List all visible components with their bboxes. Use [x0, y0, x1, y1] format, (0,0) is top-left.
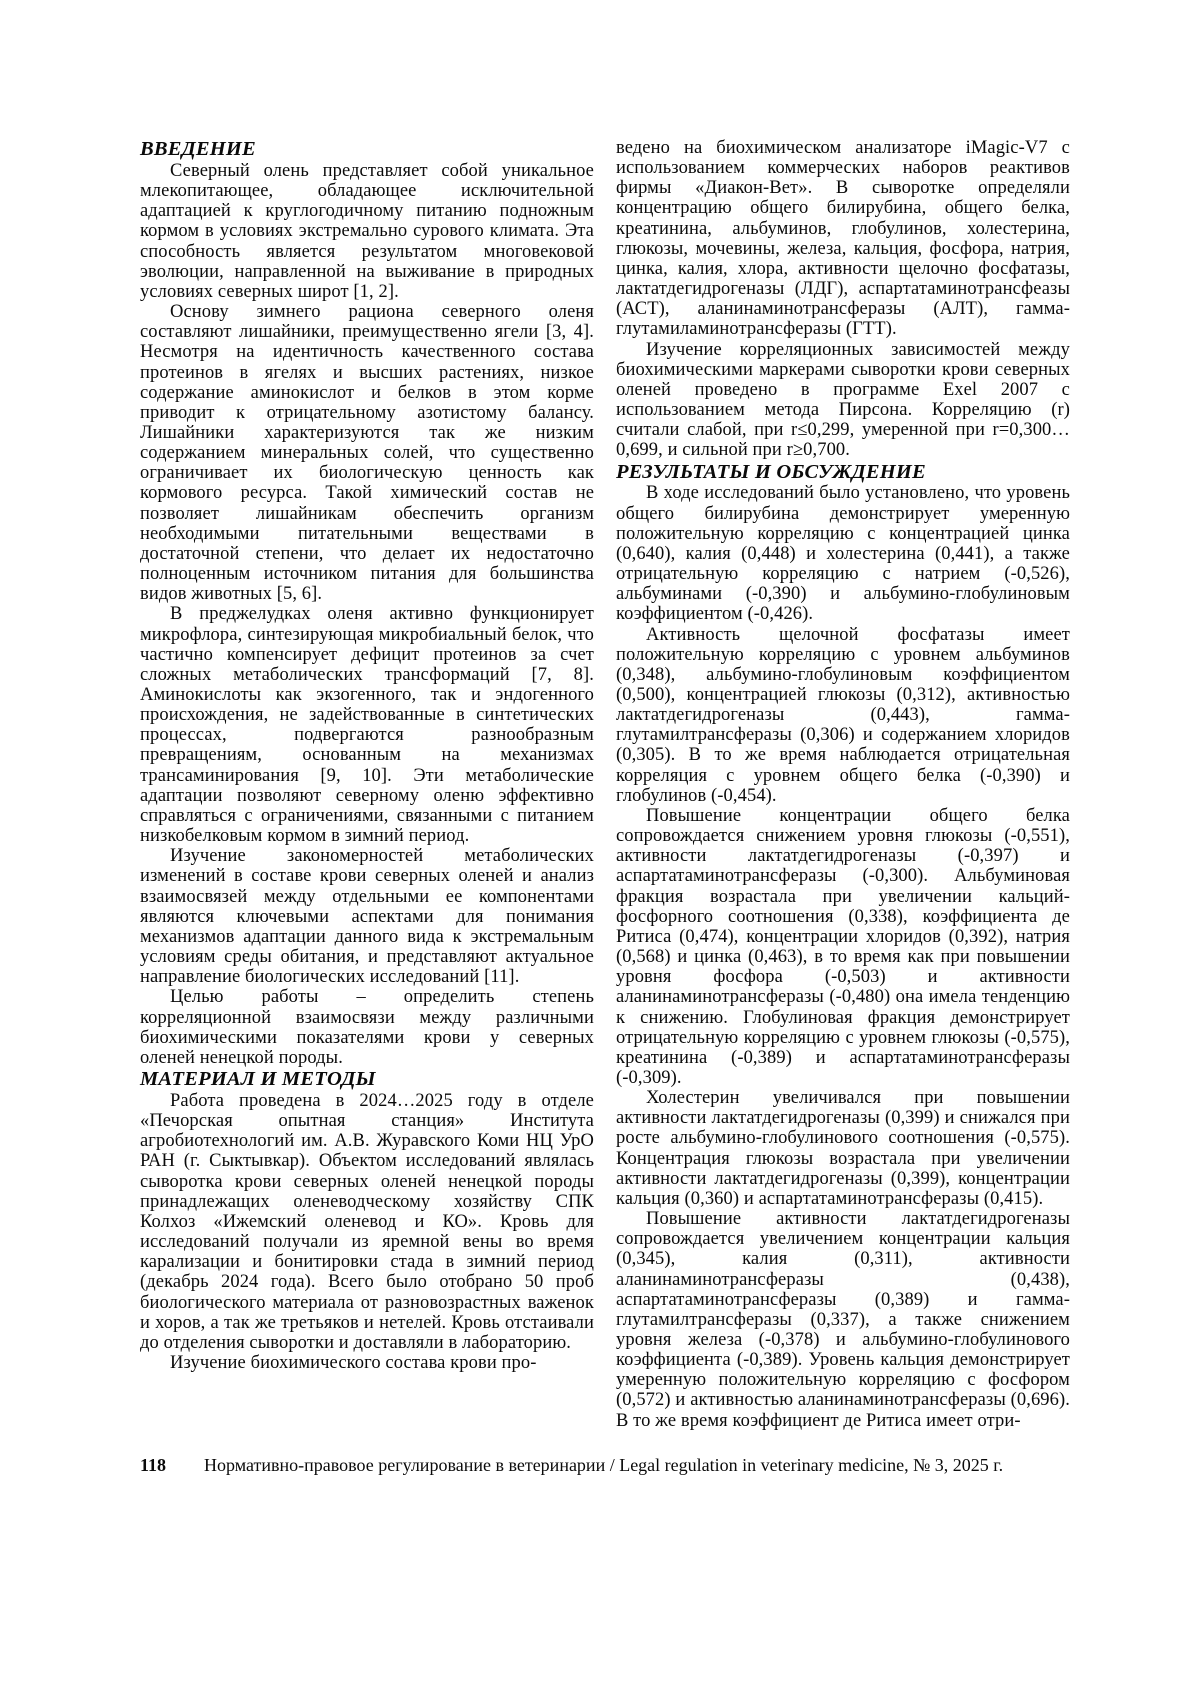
paragraph-intro-5: Целью работы – определить степень корреляционной взаимосвязи между различными биохимическими показателями крови у северных оленей ненецкой породы. — [140, 987, 594, 1068]
section-heading-results-discussion: РЕЗУЛЬТАТЫ И ОБСУЖДЕНИЕ — [616, 460, 926, 483]
left-column — [140, 138, 594, 1373]
section-heading-introduction: ВВЕДЕНИЕ — [140, 138, 256, 160]
paragraph-intro-3: В преджелудках оленя активно функционирует микрофлора, синтезирующая микробиальный белок, что частично компенсирует дефицит протеинов за счет сложных метаболических трансформаций [7, 8]. Аминокислоты как экзогенного, так и эндогенного происхождения, не задействованные в синтетических процессах, подвергаются разнообразным превращениям, основанным на механизмах трансаминирования [9, 10]. Эти метаболические адаптации позволяют северному оленю эффективно справляться с ограничениями, связанными с питанием низкобелковым кормом в зимний период. — [140, 604, 594, 847]
section-heading-materials-methods: МАТЕРИАЛ И МЕТОДЫ — [140, 1067, 376, 1090]
paragraph-materials-1: Работа проведена в 2024…2025 году в отделе «Печорская опытная станция» Института агробиотехнологий им. А.В. Журавского Коми НЦ УрО РАН (г. Сыктывкар). Объектом исследований являлась сыворотка крови северных оленей ненецкой породы принадлежащих оленеводческому хозяйству СПК Колхоз «Ижемский оленевод и КО». Кровь для исследований получали из яремной вены во время карализации и бонитировки стада в зимний период (декабрь 2024 года). Всего было отобрано 50 проб биологического материала от разновозрастных важенок и хоров, а так же третьяков и нетелей. Кровь отстаивали до отделения сыворотки и доставляли в лабораторию. — [140, 1090, 594, 1353]
two-column-layout — [140, 138, 1070, 1431]
paragraph-intro-1: Северный олень представляет собой уникальное млекопитающее, обладающее исключительной адаптацией к круглогодичному питанию подножным кормом в условиях экстремально сурового климата. Эта способность является результатом многовековой эволюции, направленной на выживание в природных условиях северных широт [1, 2]. — [140, 160, 594, 302]
page-number: 118 — [140, 1455, 167, 1475]
right-column — [616, 138, 1070, 1431]
paragraph-results-4: Холестерин увеличивался при повышении активности лактатдегидрогеназы (0,399) и снижался при росте альбумино-глобулинового соотношения (-0,575). Концентрация глюкозы возрастала при увеличении активности лактатдегидрогеназы (0,399), концентрации кальция (0,360) и аспартатаминотрансферазы (0,415). — [616, 1088, 1070, 1209]
paragraph-results-5: Повышение активности лактатдегидрогеназы сопровождается увеличением концентрации кальция (0,345), калия (0,311), активности аланинаминотрансферазы (0,438), аспартатаминотрансферазы (0,389) и гамма-глутамилтрансферазы (0,337), а также снижением уровня железа (-0,378) и альбумино-глобулинового коэффициента (-0,389). Уровень кальция демонстрирует умеренную положительную корреляцию с фосфором (0,572) и активностью аланинаминотрансферазы (0,696). В то же время коэффициент де Ритиса имеет отри- — [616, 1209, 1070, 1431]
paragraph-intro-4: Изучение закономерностей метаболических изменений в составе крови северных оленей и анализ взаимосвязей между отдельными ее компонентами являются ключевыми аспектами для понимания механизмов адаптации данного вида к экстремальным условиям среды обитания, и представляют актуальное направление биологических исследований [11]. — [140, 846, 594, 988]
paragraph-intro-2: Основу зимнего рациона северного оленя составляют лишайники, преимущественно ягели [3, 4]. Несмотря на идентичность качественного состава протеинов в ягелях и высших растениях, низкое содержание аминокислот и белков в этом корме приводит к отрицательному азотистому балансу. Лишайники характеризуются так же низким содержанием минеральных солей, что существенно ограничивает их биологическую ценность как кормового ресурса. Такой химический состав не позволяет лишайникам обеспечить организм необходимыми питательными веществами в достаточной степени, что делает их недостаточно полноценным источником питания для большинства видов животных [5, 6]. — [140, 302, 594, 605]
paragraph-results-2: Активность щелочной фосфатазы имеет положительную корреляцию с уровнем альбуминов (0,348), альбумино-глобулиновым коэффициентом (0,500), концентрацией глюкозы (0,312), активностью лактатдегидрогеназы (0,443), гамма-глутамилтрансферазы (0,306) и содержанием хлоридов (0,305). В то же время наблюдается отрицательная корреляция с уровнем общего белка (-0,390) и глобулинов (-0,454). — [616, 624, 1070, 806]
journal-title: Нормативно-правовое регулирование в ветеринарии / Legal regulation in veterinary medicine, № 3, 2025 г. — [204, 1455, 1004, 1475]
page-footer — [140, 1455, 1070, 1477]
paragraph-materials-2-continued: ведено на биохимическом анализаторе iMagic-V7 с использованием коммерческих наборов реактивов фирмы «Диакон-Вет». В сыворотке определяли концентрацию общего билирубина, общего белка, креатинина, альбуминов, глобулинов, холестерина, глюкозы, мочевины, железа, кальция, фосфора, натрия, цинка, калия, хлора, активности щелочно фосфатазы, лактатдегидрогеназы (ЛДГ), аспартатаминотрансфеазы (АСТ), аланинаминотрансферазы (АЛТ), гамма-глутамиламинотрансферазы (ГТТ). — [616, 138, 1070, 340]
paragraph-methods-2: Изучение корреляционных зависимостей между биохимическими маркерами сыворотки крови северных оленей проведено в программе Exel 2007 с использованием метода Пирсона. Корреляцию (r) считали слабой, при r≤0,299, умеренной при r=0,300…0,699, и сильной при r≥0,700. — [616, 339, 1070, 461]
paragraph-materials-2-partial: Изучение биохимического состава крови про- — [170, 1352, 537, 1373]
paragraph-results-3: Повышение концентрации общего белка сопровождается снижением уровня глюкозы (-0,551), активности лактатдегидрогеназы (-0,397) и аспартатаминотрансферазы (-0,300). Альбуминовая фракция возрастала при увеличении кальций-фосфорного соотношения (0,338), коэффициента де Ритиса (0,474), концентрации хлоридов (0,392), натрия (0,568) и цинка (0,463), в то время как при повышении уровня фосфора (-0,503) и активности аланинаминотрансферазы (-0,480) она имела тенденцию к снижению. Глобулиновая фракция демонстрирует отрицательную корреляцию с уровнем глюкозы (-0,575), креатинина (-0,389) и аспартатаминотрансферазы (-0,309). — [616, 805, 1070, 1088]
paragraph-results-1: В ходе исследований было установлено, что уровень общего билирубина демонстрирует умеренную положительную корреляцию с концентрацией цинка (0,640), калия (0,448) и холестерина (0,441), а также отрицательную корреляцию с натрием (-0,526), альбуминами (-0,390) и альбумино-глобулиновым коэффициентом (-0,426). — [616, 483, 1070, 625]
